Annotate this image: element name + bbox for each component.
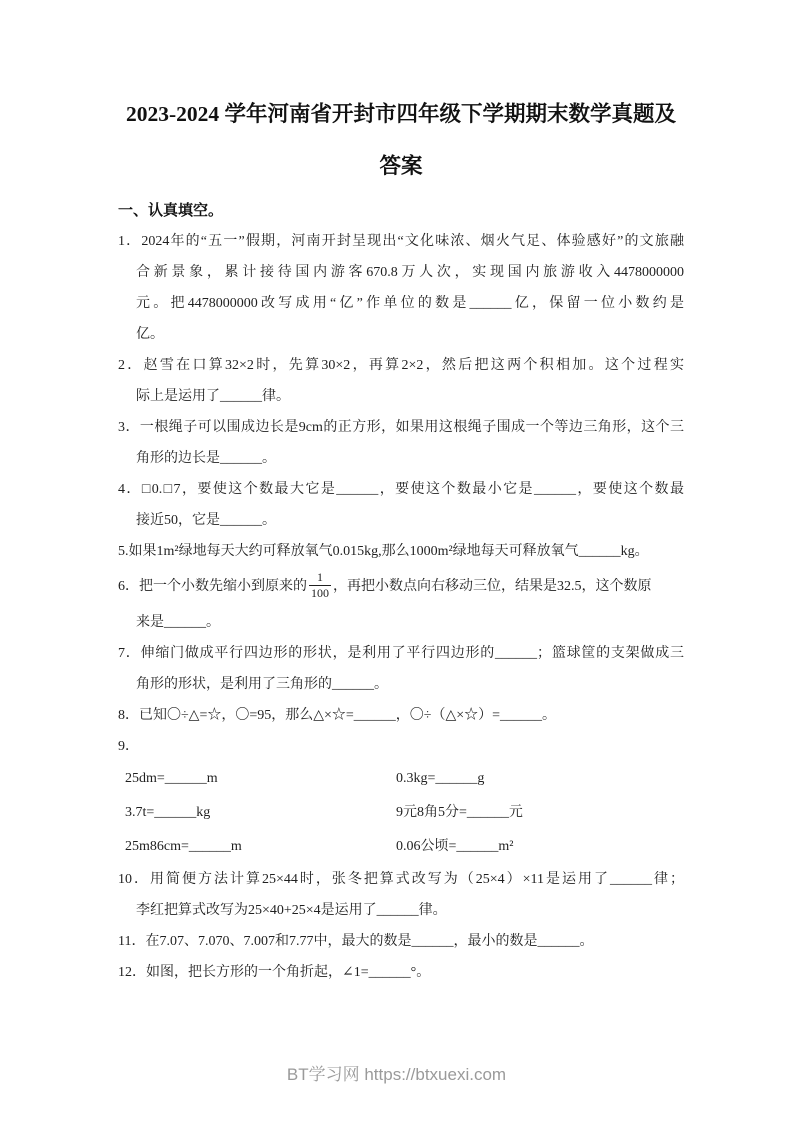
question-7 <box>118 638 684 700</box>
conversion-row <box>125 796 684 830</box>
question-line: 亿。 <box>136 327 164 342</box>
question-line: 李红把算式改写为25×40+25×4是运用了______律。 <box>136 903 447 918</box>
question-line: 12．如图，把长方形的一个角折起，∠1=______°。 <box>118 965 431 980</box>
question-number: 6． <box>118 579 139 594</box>
question-number-line: 9． <box>118 739 139 754</box>
question-9 <box>118 731 684 864</box>
question-5 <box>118 536 684 567</box>
conversion-item: 0.06公顷=______m² <box>396 839 514 854</box>
question-6 <box>118 567 684 638</box>
conversion-row <box>125 762 684 796</box>
question-line: 2．赵雪在口算32×2时，先算30×2，再算2×2，然后把这两个积相加。这个过程实 <box>118 358 684 373</box>
conversion-row <box>125 830 684 864</box>
question-line: 1．2024年的“五一”假期，河南开封呈现出“文化味浓、烟火气足、体验感好”的文旅融 <box>118 234 684 249</box>
fraction-1-over-100 <box>309 570 331 601</box>
question-line: 接近50，它是______。 <box>136 513 276 528</box>
question-line: 10．用简便方法计算25×44时，张冬把算式改写为（25×4）×11是运用了______律； <box>118 872 684 887</box>
conversion-item: 9元8角5分=______元 <box>396 805 523 820</box>
section-heading-fill-in-blanks: 一、认真填空。 <box>118 203 224 219</box>
question-line: 4．□0.□7，要使这个数最大它是______，要使这个数最小它是______，要使这个数最 <box>118 482 684 497</box>
document-title-line2: 答案 <box>379 154 423 178</box>
question-text-pre: 把一个小数先缩小到原来的 <box>139 579 307 594</box>
question-line: 角形的边长是______。 <box>136 451 276 466</box>
question-12 <box>118 957 684 988</box>
question-line: 8．已知〇÷△=☆，〇=95，那么△×☆=______，〇÷（△×☆）=______。 <box>118 708 557 723</box>
conversion-item: 25m86cm=______m <box>125 839 242 854</box>
question-line: 来是______。 <box>136 615 220 630</box>
question-10 <box>118 864 684 926</box>
conversion-item: 0.3kg=______g <box>396 771 485 786</box>
question-line <box>118 567 684 607</box>
question-line: 3．一根绳子可以围成边长是9cm的正方形，如果用这根绳子围成一个等边三角形，这个三 <box>118 420 684 435</box>
question-2 <box>118 350 684 412</box>
question-line: 5.如果1m²绿地每天大约可释放氧气0.015kg,那么1000m²绿地每天可释放氧气______kg。 <box>118 544 649 559</box>
conversion-item: 25dm=______m <box>125 771 218 786</box>
question-3 <box>118 412 684 474</box>
question-line: 际上是运用了______律。 <box>136 389 290 404</box>
conversion-item: 3.7t=______kg <box>125 805 211 820</box>
document-title <box>118 88 684 192</box>
question-line: 元。把4478000000改写成用“亿”作单位的数是______亿，保留一位小数约是 <box>136 296 684 311</box>
question-1 <box>118 226 684 350</box>
question-4 <box>118 474 684 536</box>
question-text-post: ，再把小数点向右移动三位，结果是32.5，这个数原 <box>333 579 652 594</box>
question-line: 角形的形状，是利用了三角形的______。 <box>136 677 388 692</box>
footer-watermark <box>0 1060 793 1085</box>
fraction-denominator: 100 <box>311 586 329 601</box>
site-name-and-url: BT学习网 https://btxuexi.com <box>286 1065 507 1084</box>
question-line: 合新景象，累计接待国内游客670.8万人次，实现国内旅游收入4478000000 <box>136 265 684 280</box>
question-11 <box>118 926 684 957</box>
question-line: 11．在7.07、7.070、7.007和7.77中，最大的数是______，最小的数是______。 <box>118 934 594 949</box>
fraction-numerator: 1 <box>309 570 331 586</box>
question-line: 7．伸缩门做成平行四边形的形状，是利用了平行四边形的______；篮球筐的支架做成三 <box>118 646 684 661</box>
question-8 <box>118 700 684 731</box>
document-content <box>118 88 684 988</box>
document-title-line1: 2023-2024 学年河南省开封市四年级下学期期末数学真题及 <box>125 102 677 126</box>
